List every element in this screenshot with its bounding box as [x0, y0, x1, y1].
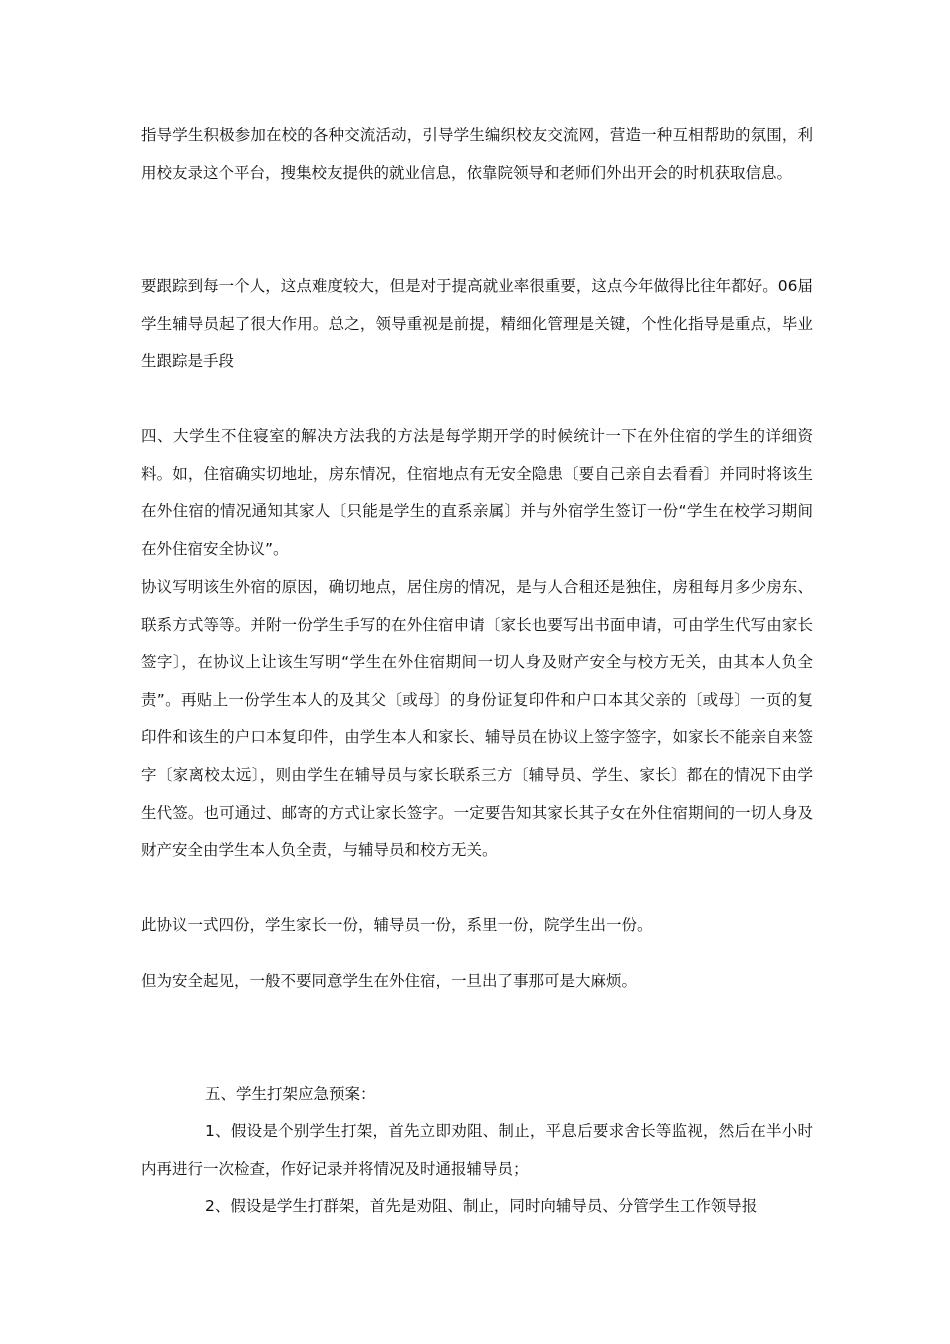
paragraph-graduate-tracking: 要跟踪到每一个人，这点难度较大，但是对于提高就业率很重要，这点今年做得比往年都好。06届学生辅导员起了很大作用。总之，领导重视是前提，精细化管理是关键，个性化指导是重点，毕业生跟踪是手段 [141, 277, 813, 371]
paragraph-alumni-network: 指导学生积极参加在校的各种交流活动，引导学生编织校友交流网，营造一种互相帮助的氛围，利用校友录这个平台，搜集校友提供的就业信息，依靠院领导和老师们外出开会的时机获取信息。 [141, 126, 813, 182]
paragraph-group-fight: 2、假设是学生打群架，首先是劝阻、制止，同时向辅导员、分管学生工作领导报 [205, 1197, 758, 1215]
section-five-heading: 五、学生打架应急预案： [205, 1085, 376, 1103]
paragraph-individual-fight: 1、假设是个别学生打架，首先立即劝阻、制止，平息后要求舍长等监视，然后在半小时内再进行一次检查，作好记录并将情况及时通报辅导员； [141, 1122, 813, 1178]
paragraph-agreement-copies: 此协议一式四份，学生家长一份，辅导员一份，系里一份，院学生出一份。 [141, 916, 653, 934]
paragraph-section-four: 四、大学生不住寝室的解决方法我的方法是每学期开学的时候统计一下在外住宿的学生的详细资料。如，住宿确实切地址，房东情况，住宿地点有无安全隐患〔要自己亲自去看看〕并同时将该生在外住宿的情况通知其家人〔只能是学生的直系亲属〕并与外宿学生签订一份“学生在校学习期间在外住宿安全协议”。 [141, 427, 813, 558]
paragraph-agreement-details: 协议写明该生外宿的原因，确切地点，居住房的情况，是与人合租还是独住，房租每月多少房东、联系方式等等。并附一份学生手写的在外住宿申请〔家长也要写出书面申请，可由学生代写由家长签字〕，在协议上让该生写明“学生在外住宿期间一切人身及财产安全与校方无关，由其本人负全责”。再贴上一份学生本人的及其父〔或母〕的身份证复印件和户口本其父亲的〔或母〕一页的复印件和该生的户口本复印件，由学生本人和家长、辅导员在协议上签字签字，如家长不能亲自来签字〔家离校太远〕，则由学生在辅导员与家长联系三方〔辅导员、学生、家长〕都在的情况下由学生代签。也可通过、邮寄的方式让家长签字。一定要告知其家长其子女在外住宿期间的一切人身及财产安全由学生本人负全责，与辅导员和校方无关。 [141, 578, 813, 860]
paragraph-safety-note: 但为安全起见，一般不要同意学生在外住宿，一旦出了事那可是大麻烦。 [141, 972, 638, 990]
